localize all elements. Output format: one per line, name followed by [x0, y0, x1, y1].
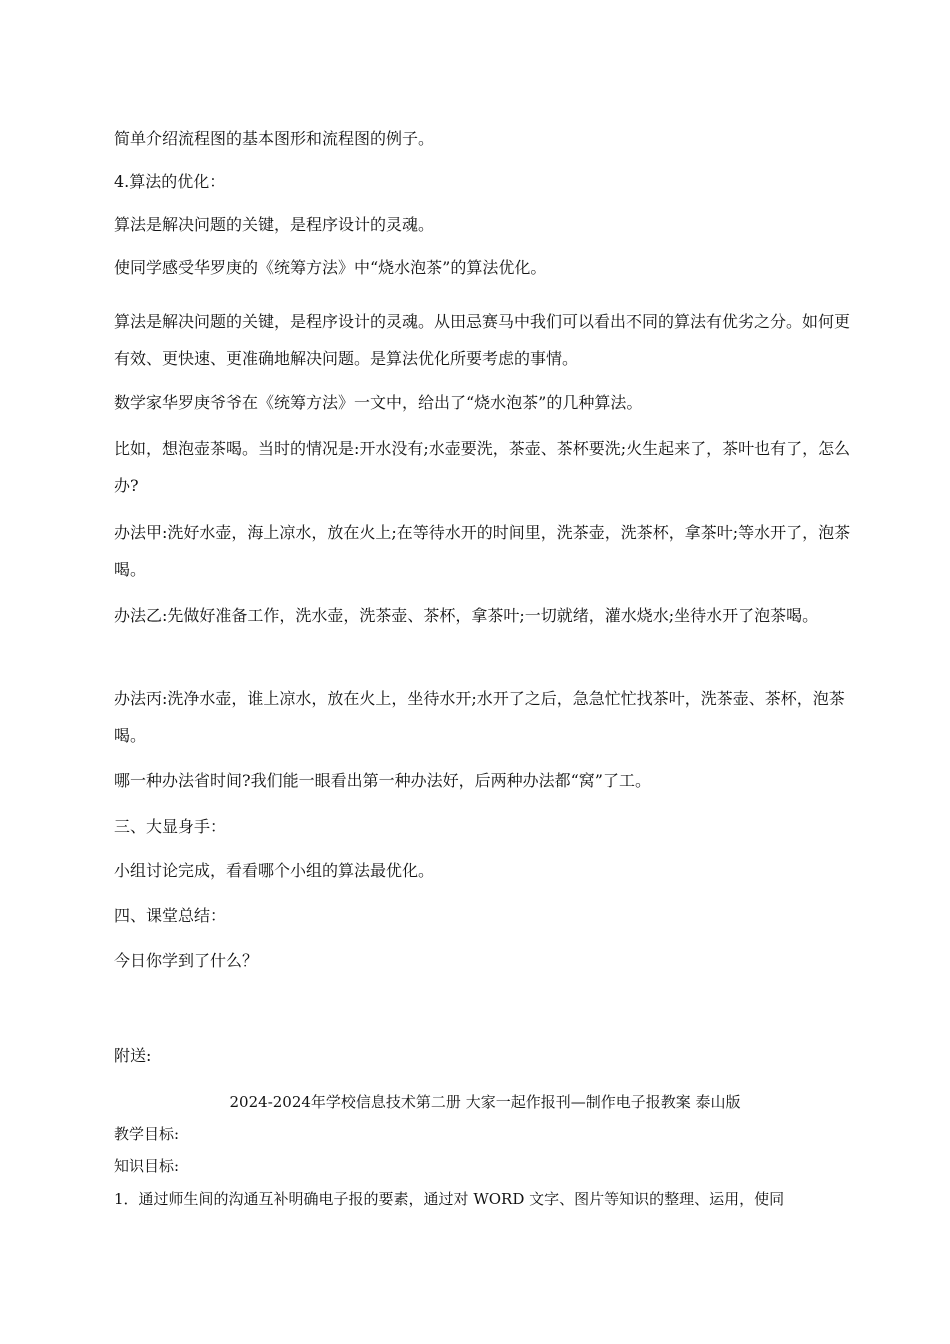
paragraph-tea-example-intro: 使同学感受华罗庚的《统筹方法》中“烧水泡茶”的算法优化。 [114, 258, 547, 277]
paragraph-algorithm-difference: 算法是解决问题的关键，是程序设计的灵魂。从田忌赛马中我们可以看出不同的算法有优劣之分。如何更有效、更快速、更准确地解决问题。是算法优化所要考虑的事情。 [114, 312, 851, 368]
paragraph-hua-luogeng: 数学家华罗庚爷爷在《统筹方法》一文中，给出了“烧水泡茶”的几种算法。 [114, 393, 643, 412]
paragraph-method-b: 办法乙:先做好准备工作，洗水壶，洗茶壶、茶杯，拿茶叶;一切就绪，灌水烧水;坐待水开了泡茶喝。 [114, 606, 819, 625]
paragraph-tea-situation: 比如，想泡壶茶喝。当时的情况是:开水没有;水壶要洗，茶壶、茶杯要洗;火生起来了，茶叶也有了，怎么办? [114, 439, 851, 495]
paragraph-method-comparison: 哪一种办法省时间?我们能一眼看出第一种办法好，后两种办法都“窝”了工。 [114, 771, 651, 790]
appendix-goal-item-1: 1．通过师生间的沟通互补明确电子报的要素，通过对 WORD 文字、图片等知识的整理、运用，使同 [114, 1190, 785, 1208]
heading-section-three: 三、大显身手： [114, 817, 227, 836]
appendix-knowledge-goal: 知识目标: [114, 1157, 180, 1175]
paragraph-method-c: 办法丙:洗净水壶，谁上凉水，放在火上，坐待水开;水开了之后，急急忙忙找茶叶，洗茶壶、茶杯，泡茶喝。 [114, 689, 845, 745]
appendix-teaching-goal: 教学目标: [114, 1125, 180, 1143]
paragraph-summary-question: 今日你学到了什么？ [114, 951, 259, 970]
appendix-title: 2024-2024年学校信息技术第二册 大家一起作报刊—制作电子报教案 泰山版 [229, 1093, 741, 1111]
heading-algorithm-optimization: 4.算法的优化： [114, 172, 226, 191]
paragraph-algorithm-soul: 算法是解决问题的关键，是程序设计的灵魂。 [114, 215, 435, 234]
heading-section-four: 四、课堂总结： [114, 906, 227, 925]
paragraph-flowchart-intro: 简单介绍流程图的基本图形和流程图的例子。 [114, 129, 435, 148]
appendix-label: 附送: [114, 1046, 152, 1065]
paragraph-method-a: 办法甲:洗好水壶，海上凉水，放在火上;在等待水开的时间里，洗茶壶，洗茶杯，拿茶叶;等水开了，泡茶喝。 [114, 523, 851, 579]
paragraph-group-discussion: 小组讨论完成，看看哪个小组的算法最优化。 [114, 861, 435, 880]
